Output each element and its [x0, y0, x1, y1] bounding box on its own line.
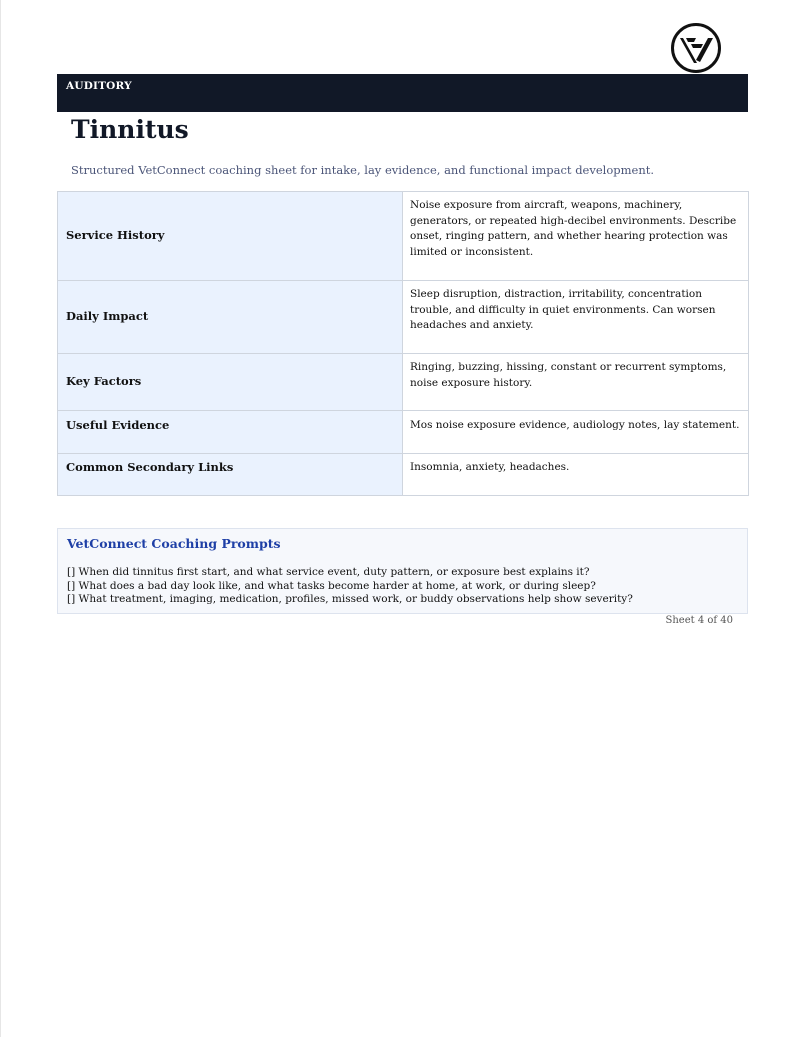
page-edge [0, 0, 1, 1037]
table-row [58, 281, 749, 354]
row-value-useful-evidence: Mos noise exposure evidence, audiology notes, lay statement. [403, 411, 749, 454]
prompt-item: [] What does a bad day look like, and what tasks become harder at home, at work, or during sleep? [67, 579, 596, 592]
table-row [58, 411, 749, 454]
row-value-service-history: Noise exposure from aircraft, weapons, machinery, generators, or repeated high-decibel environments. Describe onset, ringing pattern, and whether hearing protection was limited or inconsistent. [403, 192, 749, 281]
table-row [58, 192, 749, 281]
coaching-prompts-title: VetConnect Coaching Prompts [67, 536, 281, 551]
page-number: Sheet 4 of 40 [665, 615, 733, 626]
condition-table [57, 191, 749, 496]
table-row [58, 454, 749, 496]
table-row [58, 354, 749, 411]
prompt-item: [] What treatment, imaging, medication, profiles, missed work, or buddy observations help show severity? [67, 593, 633, 605]
row-label-daily-impact: Daily Impact [58, 281, 403, 354]
row-label-useful-evidence: Useful Evidence [58, 411, 403, 454]
prompt-item: [] When did tinnitus first start, and what service event, duty pattern, or exposure best explains it? [67, 566, 590, 578]
row-value-daily-impact: Sleep disruption, distraction, irritability, concentration trouble, and difficulty in quiet environments. Can worsen headaches and anxiety. [403, 281, 749, 354]
page-title: Tinnitus [71, 115, 189, 144]
category-banner [57, 74, 748, 112]
coaching-prompts-box [57, 528, 748, 614]
row-value-secondary-links: Insomnia, anxiety, headaches. [403, 454, 749, 496]
page-subtitle: Structured VetConnect coaching sheet for intake, lay evidence, and functional impact development. [71, 163, 655, 177]
coaching-prompts-list [67, 566, 738, 607]
row-value-key-factors: Ringing, buzzing, hissing, constant or recurrent symptoms, noise exposure history. [403, 354, 749, 411]
row-label-key-factors: Key Factors [58, 354, 403, 411]
category-label: AUDITORY [66, 80, 132, 92]
row-label-secondary-links: Common Secondary Links [58, 454, 403, 496]
vetconnect-logo-icon [670, 22, 722, 74]
row-label-service-history: Service History [58, 192, 403, 281]
